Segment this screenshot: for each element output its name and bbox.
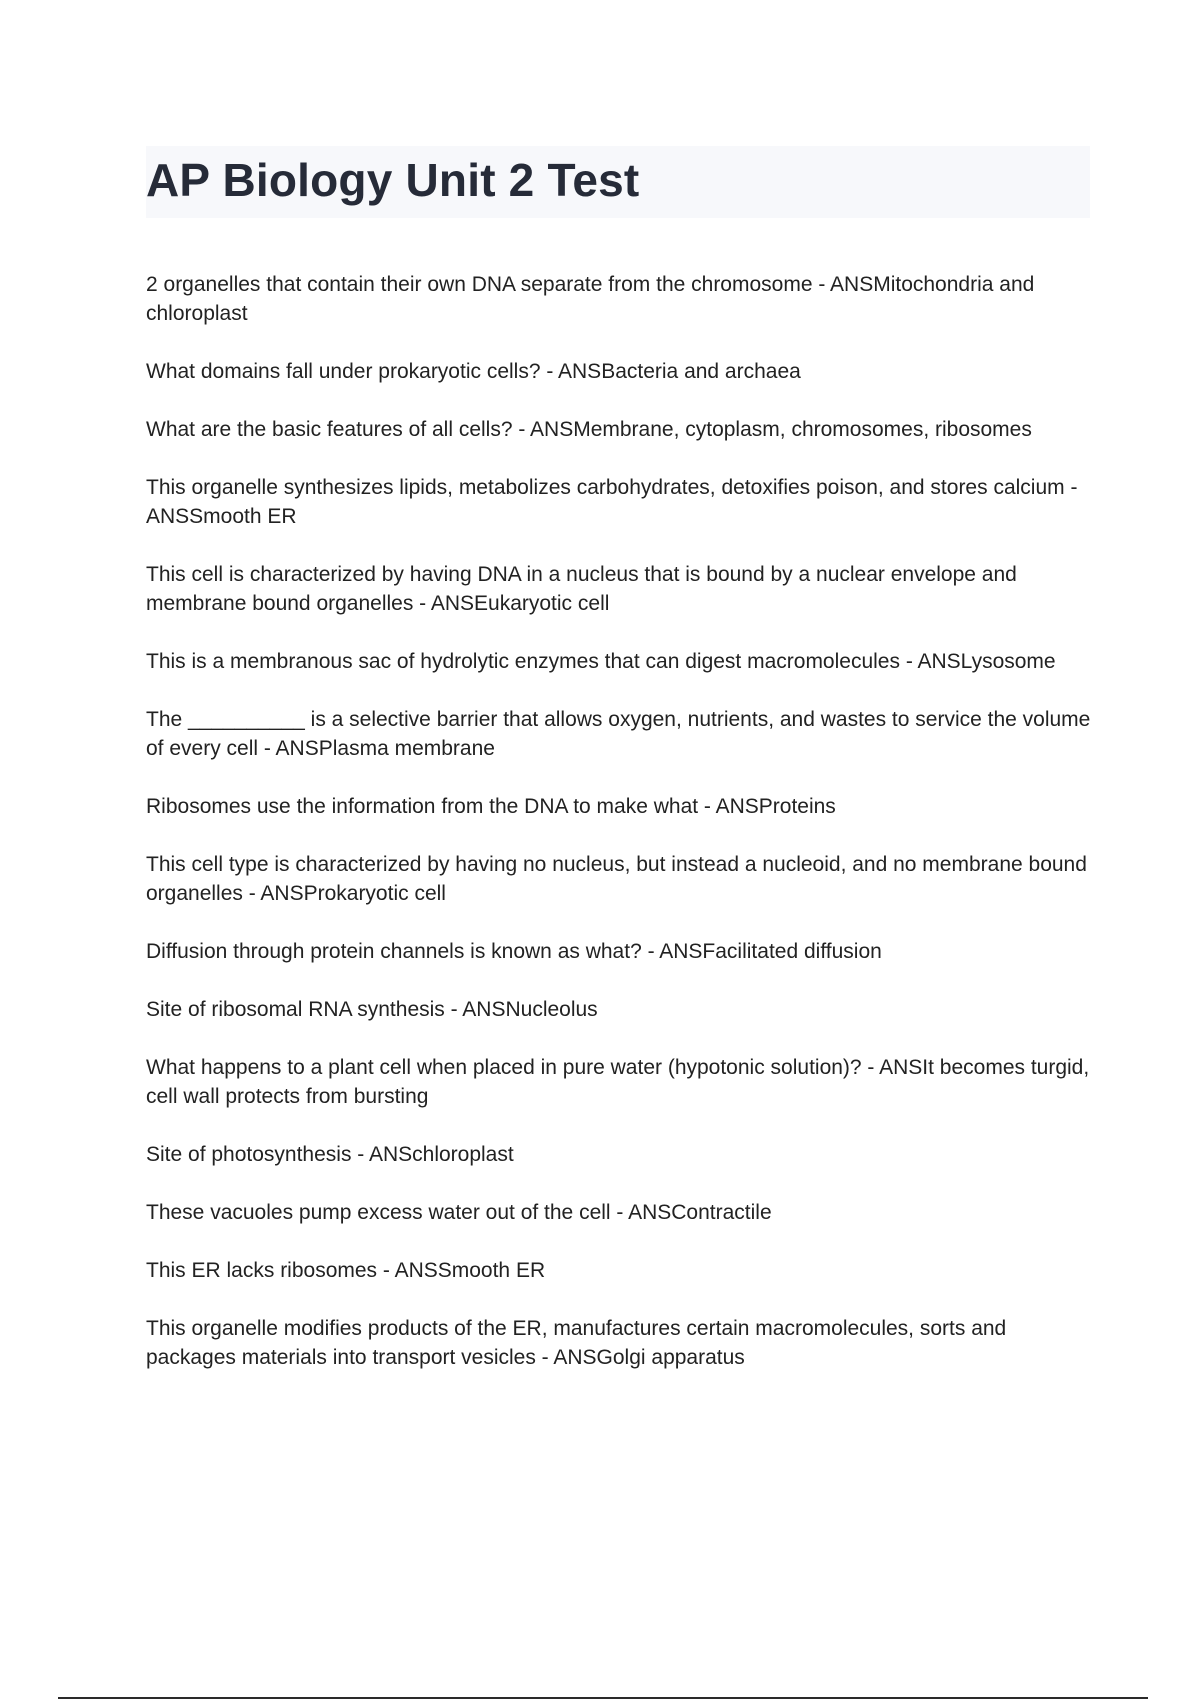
qa-item-1: 2 organelles that contain their own DNA separate from the chromosome - ANSMitochondria and chloroplast [146, 273, 1035, 325]
qa-item-8: Ribosomes use the information from the DNA to make what - ANSProteins [146, 795, 836, 818]
qa-item-6: This is a membranous sac of hydrolytic enzymes that can digest macromolecules - ANSLysosome [146, 650, 1056, 673]
qa-list [146, 270, 1096, 1401]
qa-item-16: This organelle modifies products of the ER, manufactures certain macromolecules, sorts and packages materials into transport vesicles - ANSGolgi apparatus [146, 1317, 1007, 1369]
bottom-divider [58, 1697, 1148, 1699]
qa-item-13: Site of photosynthesis - ANSchloroplast [146, 1143, 514, 1166]
qa-item-12: What happens to a plant cell when placed in pure water (hypotonic solution)? - ANSIt becomes turgid, cell wall protects from bursting [146, 1056, 1090, 1108]
qa-item-9: This cell type is characterized by having no nucleus, but instead a nucleoid, and no membrane bound organelles - ANSProkaryotic cell [146, 853, 1087, 905]
qa-item-11: Site of ribosomal RNA synthesis - ANSNucleolus [146, 998, 598, 1021]
qa-item-14: These vacuoles pump excess water out of the cell - ANSContractile [146, 1201, 772, 1224]
qa-item-4: This organelle synthesizes lipids, metabolizes carbohydrates, detoxifies poison, and stores calcium - ANSSmooth ER [146, 476, 1078, 528]
title-band [146, 146, 1090, 218]
qa-item-10: Diffusion through protein channels is known as what? - ANSFacilitated diffusion [146, 940, 882, 963]
qa-item-5: This cell is characterized by having DNA in a nucleus that is bound by a nuclear envelope and membrane bound organelles - ANSEukaryotic cell [146, 563, 1017, 615]
page-title: AP Biology Unit 2 Test [146, 154, 640, 206]
qa-item-3: What are the basic features of all cells? - ANSMembrane, cytoplasm, chromosomes, ribosomes [146, 418, 1032, 441]
qa-item-15: This ER lacks ribosomes - ANSSmooth ER [146, 1259, 546, 1282]
qa-item-7: The __________ is a selective barrier that allows oxygen, nutrients, and wastes to service the volume of every cell - ANSPlasma membrane [146, 708, 1091, 760]
qa-item-2: What domains fall under prokaryotic cells? - ANSBacteria and archaea [146, 360, 801, 383]
